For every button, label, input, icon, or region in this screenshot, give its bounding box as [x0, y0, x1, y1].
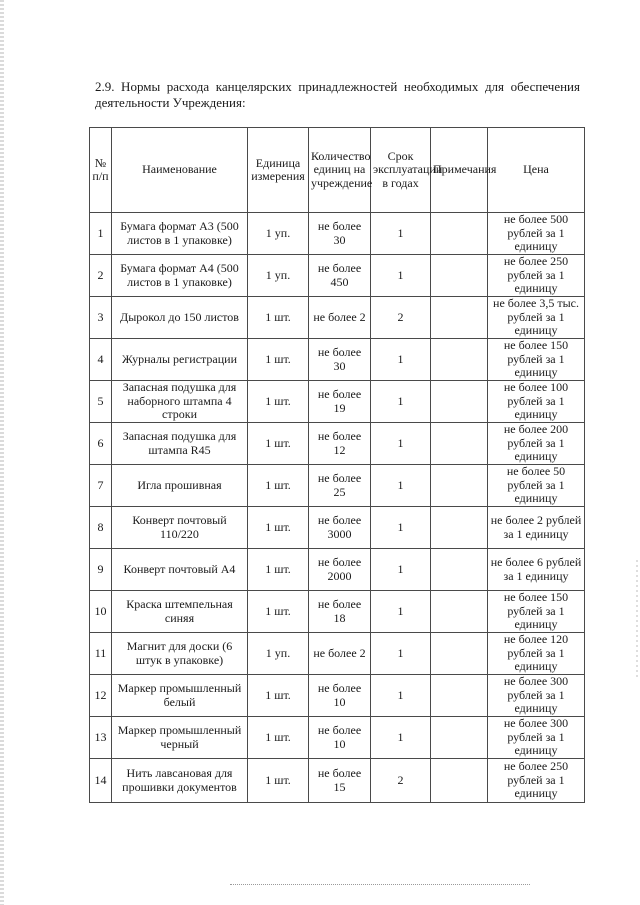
cell-unit: 1 шт. [248, 423, 309, 465]
cell-num: 1 [90, 213, 112, 255]
section-heading: 2.9. Нормы расхода канцелярских принадлежностей необходимых для обеспечения деятельности Учреждения: [95, 79, 580, 110]
table-row [90, 633, 585, 675]
cell-term: 1 [371, 213, 431, 255]
table-body [90, 213, 585, 803]
cell-price: не более 250 рублей за 1 единицу [488, 759, 585, 803]
cell-num: 5 [90, 381, 112, 423]
cell-note [431, 255, 488, 297]
header-unit: Единица измерения [248, 128, 309, 213]
cell-qty: не более 30 [309, 213, 371, 255]
cell-price: не более 300 рублей за 1 единицу [488, 675, 585, 717]
cell-price: не более 150 рублей за 1 единицу [488, 339, 585, 381]
cell-num: 6 [90, 423, 112, 465]
cell-qty: не более 2000 [309, 549, 371, 591]
header-num: № п/п [90, 128, 112, 213]
cell-unit: 1 шт. [248, 507, 309, 549]
cell-note [431, 423, 488, 465]
cell-qty: не более 10 [309, 717, 371, 759]
cell-price: не более 200 рублей за 1 единицу [488, 423, 585, 465]
cell-qty: не более 19 [309, 381, 371, 423]
cell-qty: не более 2 [309, 297, 371, 339]
table-row [90, 507, 585, 549]
cell-num: 11 [90, 633, 112, 675]
cell-term: 1 [371, 717, 431, 759]
cell-term: 2 [371, 759, 431, 803]
cell-note [431, 465, 488, 507]
cell-term: 1 [371, 591, 431, 633]
table-row [90, 213, 585, 255]
cell-qty: не более 15 [309, 759, 371, 803]
cell-term: 2 [371, 297, 431, 339]
cell-name: Игла прошивная [112, 465, 248, 507]
cell-note [431, 297, 488, 339]
cell-term: 1 [371, 465, 431, 507]
cell-term: 1 [371, 381, 431, 423]
cell-name: Магнит для доски (6 штук в упаковке) [112, 633, 248, 675]
cell-term: 1 [371, 633, 431, 675]
table-row [90, 675, 585, 717]
cell-name: Бумага формат А3 (500 листов в 1 упаковке) [112, 213, 248, 255]
table-row [90, 549, 585, 591]
norms-table [89, 127, 585, 803]
cell-note [431, 717, 488, 759]
cell-term: 1 [371, 675, 431, 717]
cell-unit: 1 уп. [248, 213, 309, 255]
cell-note [431, 507, 488, 549]
table-row [90, 255, 585, 297]
cell-name: Запасная подушка для наборного штампа 4 строки [112, 381, 248, 423]
cell-name: Бумага формат А4 (500 листов в 1 упаковке) [112, 255, 248, 297]
cell-unit: 1 шт. [248, 591, 309, 633]
header-name: Наименование [112, 128, 248, 213]
cell-name: Конверт почтовый 110/220 [112, 507, 248, 549]
cell-note [431, 759, 488, 803]
cell-term: 1 [371, 549, 431, 591]
cell-num: 12 [90, 675, 112, 717]
cell-qty: не более 12 [309, 423, 371, 465]
cell-price: не более 150 рублей за 1 единицу [488, 591, 585, 633]
cell-note [431, 591, 488, 633]
cell-term: 1 [371, 423, 431, 465]
cell-note [431, 381, 488, 423]
cell-unit: 1 шт. [248, 297, 309, 339]
cell-num: 8 [90, 507, 112, 549]
header-price: Цена [488, 128, 585, 213]
scan-edge-left [0, 0, 4, 905]
cell-qty: не более 2 [309, 633, 371, 675]
cell-num: 3 [90, 297, 112, 339]
cell-note [431, 675, 488, 717]
table-row [90, 759, 585, 803]
table-row [90, 717, 585, 759]
cell-term: 1 [371, 255, 431, 297]
table-row [90, 297, 585, 339]
cell-name: Журналы регистрации [112, 339, 248, 381]
cell-unit: 1 шт. [248, 759, 309, 803]
cell-note [431, 633, 488, 675]
cell-num: 13 [90, 717, 112, 759]
cell-price: не более 120 рублей за 1 единицу [488, 633, 585, 675]
cell-num: 10 [90, 591, 112, 633]
cell-price: не более 300 рублей за 1 единицу [488, 717, 585, 759]
cell-qty: не более 30 [309, 339, 371, 381]
table-row [90, 381, 585, 423]
cell-name: Нить лавсановая для прошивки документов [112, 759, 248, 803]
table-row [90, 339, 585, 381]
cell-note [431, 339, 488, 381]
cell-unit: 1 шт. [248, 339, 309, 381]
cell-unit: 1 уп. [248, 255, 309, 297]
table-row [90, 591, 585, 633]
cell-qty: не более 3000 [309, 507, 371, 549]
cell-note [431, 549, 488, 591]
scan-edge-right [636, 560, 638, 680]
cell-name: Маркер промышленный белый [112, 675, 248, 717]
cell-price: не более 6 рублей за 1 единицу [488, 549, 585, 591]
cell-price: не более 3,5 тыс. рублей за 1 единицу [488, 297, 585, 339]
cell-num: 9 [90, 549, 112, 591]
cell-name: Дырокол до 150 листов [112, 297, 248, 339]
cell-name: Конверт почтовый А4 [112, 549, 248, 591]
header-note: Примечания [431, 128, 488, 213]
cell-qty: не более 450 [309, 255, 371, 297]
cell-term: 1 [371, 339, 431, 381]
cell-name: Запасная подушка для штампа R45 [112, 423, 248, 465]
cell-qty: не более 10 [309, 675, 371, 717]
cell-unit: 1 шт. [248, 675, 309, 717]
cell-unit: 1 шт. [248, 717, 309, 759]
cell-num: 7 [90, 465, 112, 507]
cell-unit: 1 шт. [248, 465, 309, 507]
header-term: Срок эксплуатации в годах [371, 128, 431, 213]
cell-price: не более 50 рублей за 1 единицу [488, 465, 585, 507]
cell-note [431, 213, 488, 255]
cell-num: 4 [90, 339, 112, 381]
table-row [90, 465, 585, 507]
cell-price: не более 250 рублей за 1 единицу [488, 255, 585, 297]
table-header-row [90, 128, 585, 213]
cell-term: 1 [371, 507, 431, 549]
cell-name: Краска штемпельная синяя [112, 591, 248, 633]
cell-price: не более 500 рублей за 1 единицу [488, 213, 585, 255]
cell-price: не более 100 рублей за 1 единицу [488, 381, 585, 423]
cell-price: не более 2 рублей за 1 единицу [488, 507, 585, 549]
cell-unit: 1 шт. [248, 381, 309, 423]
cell-unit: 1 уп. [248, 633, 309, 675]
header-qty: Количество единиц на учреждение [309, 128, 371, 213]
cell-qty: не более 18 [309, 591, 371, 633]
cell-qty: не более 25 [309, 465, 371, 507]
cell-unit: 1 шт. [248, 549, 309, 591]
cell-name: Маркер промышленный черный [112, 717, 248, 759]
table-row [90, 423, 585, 465]
scan-edge-bottom [230, 884, 530, 886]
cell-num: 14 [90, 759, 112, 803]
cell-num: 2 [90, 255, 112, 297]
